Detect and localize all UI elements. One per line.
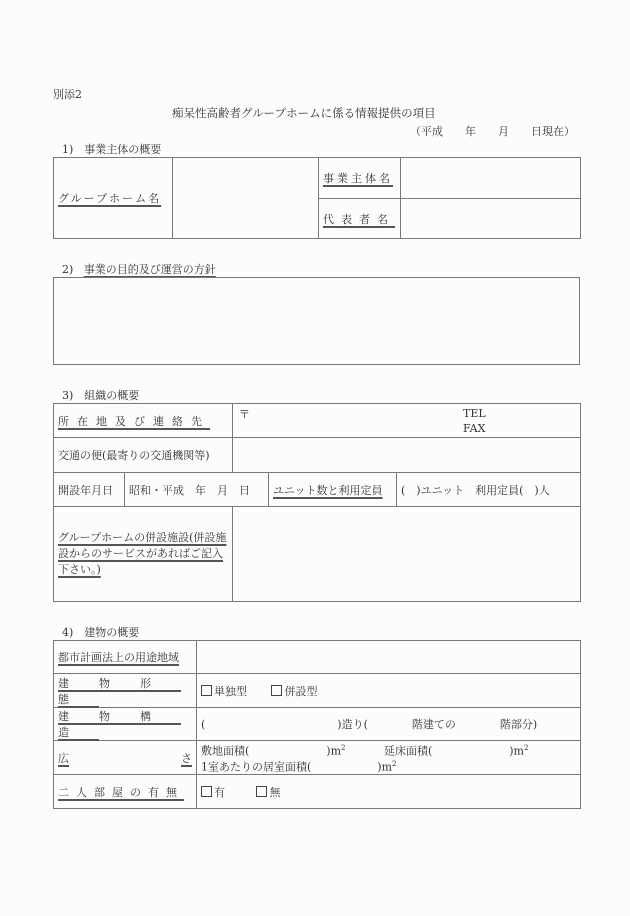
fax-label: FAX [463, 422, 486, 435]
page-title: 痴呆性高齢者グループホームに係る情報提供の項目 [172, 106, 436, 120]
organization-table [53, 403, 581, 602]
address-field[interactable] [233, 404, 581, 438]
units-label: ユニット数と利用定員 [269, 473, 397, 507]
section3-heading: 3) 組織の概要 [62, 389, 140, 402]
area-fields[interactable]: 敷地面積( )$m^2$ 延床面積( )$m^2$ 1室あたりの居室面積( )$m^2$ [197, 741, 581, 775]
structure-field[interactable]: ( )造り( 階建ての 階部分) [197, 708, 581, 741]
tel-label: TEL [463, 407, 486, 420]
form-option-standalone[interactable]: 単独型 [201, 685, 247, 698]
units-field[interactable]: ( )ユニット 利用定員( )人 [397, 473, 581, 507]
section2-heading: 2) 事業の目的及び運営の方針 [62, 263, 216, 276]
section1-heading: 1) 事業主体の概要 [62, 143, 162, 156]
opened-label: 開設年月日 [54, 473, 125, 507]
facility-field[interactable] [233, 507, 581, 602]
transport-label: 交通の便(最寄りの交通機関等) [54, 438, 233, 473]
purpose-field[interactable] [53, 277, 580, 365]
shared-room-label: 二人部屋の有無 [54, 775, 197, 809]
operator-field[interactable] [401, 158, 581, 199]
floor-area[interactable]: 延床面積( )m [383, 744, 524, 758]
address-label: 所在地及び連絡先 [54, 404, 233, 438]
facility-label: グループホームの併設施設(併設施設からのサービスがあればご記入下さい。) [54, 507, 233, 602]
opened-field[interactable]: 昭和・平成 年 月 日 [125, 473, 269, 507]
section4-heading: 4) 建物の概要 [62, 626, 140, 639]
operator-table [53, 157, 581, 239]
representative-field[interactable] [401, 199, 581, 239]
attachment-label: 別添2 [53, 88, 82, 101]
form-options [197, 674, 581, 708]
transport-field[interactable] [233, 438, 581, 473]
checkbox-icon[interactable] [201, 685, 212, 696]
checkbox-icon[interactable] [201, 786, 212, 797]
zoning-label: 都市計画法上の用途地域 [54, 641, 197, 674]
room-area[interactable]: 1室あたりの居室面積( )m [201, 760, 393, 774]
shared-option-yes[interactable]: 有 [201, 786, 225, 799]
postal-mark: 〒 [239, 408, 250, 421]
structure-label: 建物構造 [54, 708, 197, 741]
form-option-attached[interactable]: 併設型 [271, 685, 317, 698]
checkbox-icon[interactable] [256, 786, 267, 797]
operator-label: 事業主体名 [319, 158, 401, 199]
representative-label: 代表者名 [319, 199, 401, 239]
shared-room-options [197, 775, 581, 809]
zoning-field[interactable] [197, 641, 581, 674]
building-table [53, 640, 581, 809]
gh-name-field[interactable] [173, 158, 319, 239]
site-area[interactable]: 敷地面積( )m [201, 744, 342, 758]
gh-name-label: グループホーム名 [54, 158, 173, 239]
checkbox-icon[interactable] [271, 685, 282, 696]
form-label: 建物形態 [54, 674, 197, 708]
date-line: （平成 年 月 日現在） [410, 125, 575, 138]
area-label: 広 さ [54, 741, 197, 775]
shared-option-no[interactable]: 無 [256, 786, 280, 799]
